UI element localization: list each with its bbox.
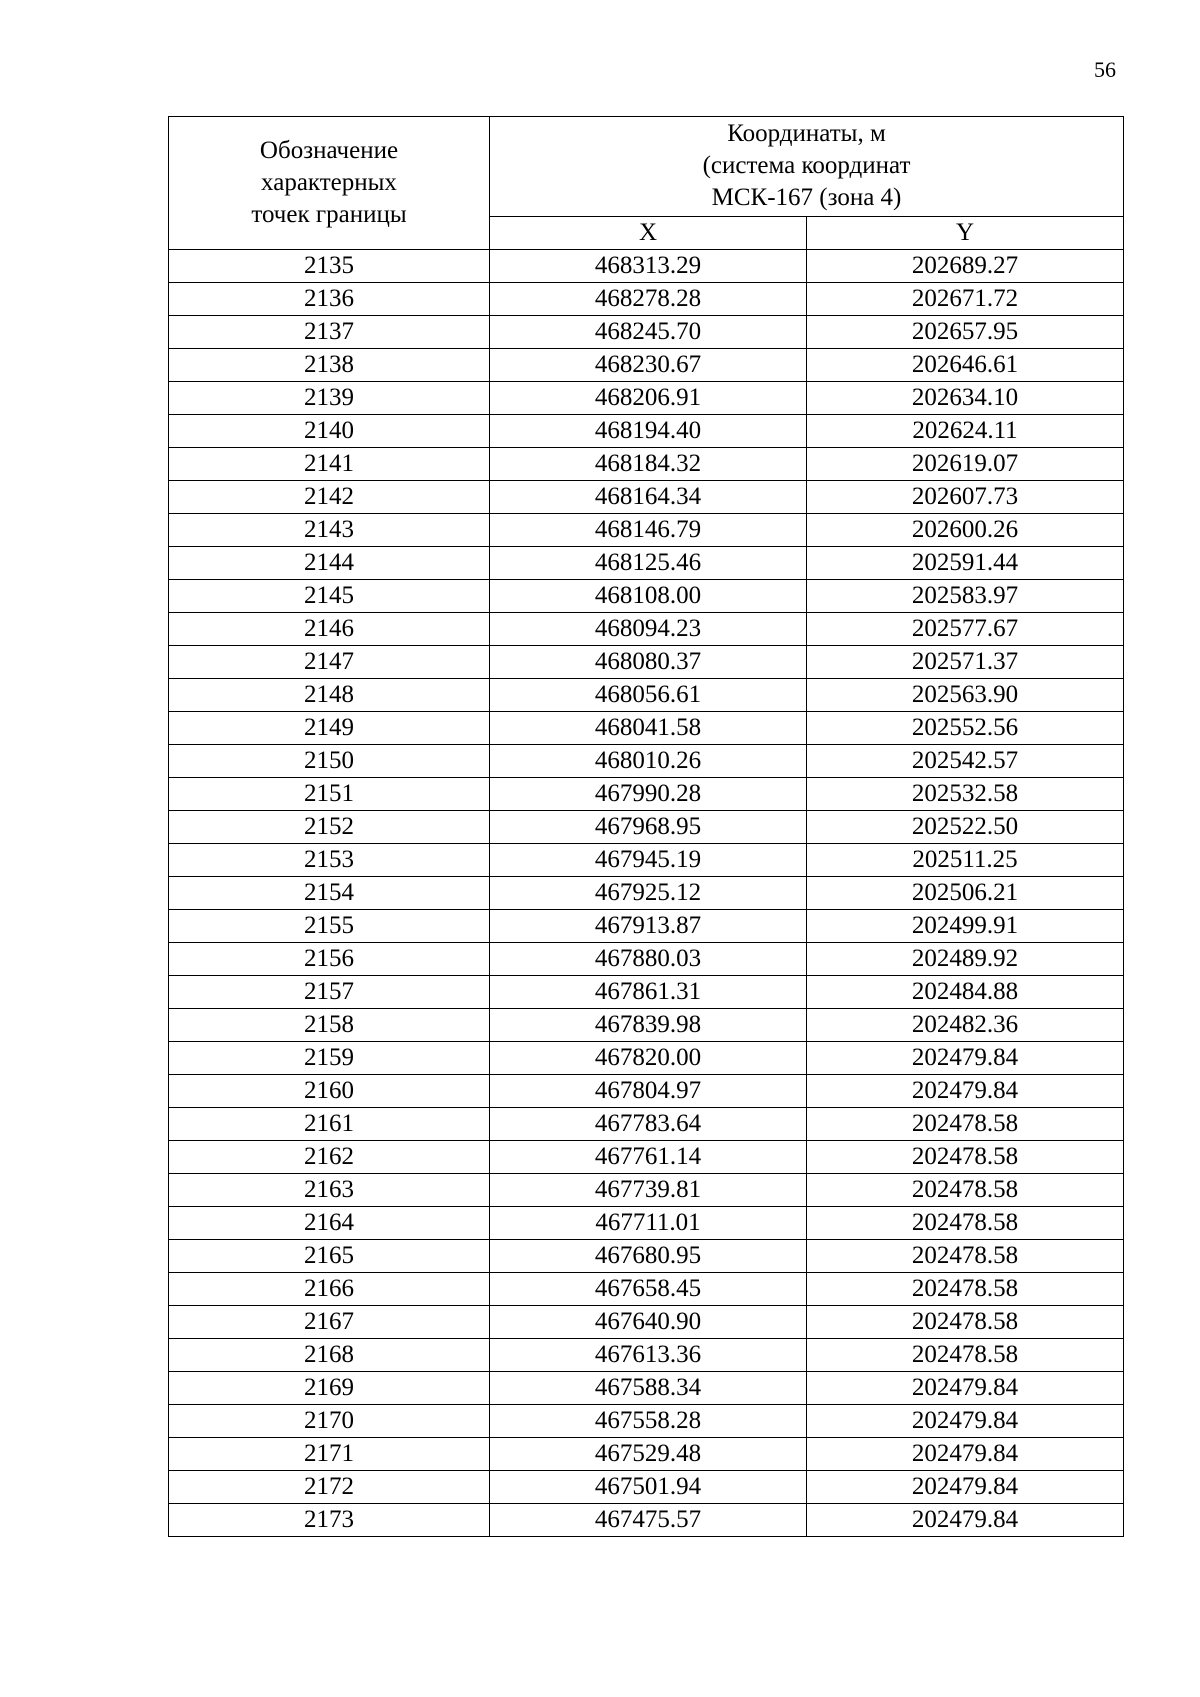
point-id-cell: 2146: [169, 613, 490, 646]
table-row: [169, 745, 1124, 778]
table-row: [169, 514, 1124, 547]
y-cell: 202657.95: [807, 316, 1124, 349]
y-cell: 202591.44: [807, 547, 1124, 580]
point-id-cell: 2149: [169, 712, 490, 745]
point-id-cell: 2160: [169, 1075, 490, 1108]
point-id-cell: 2170: [169, 1405, 490, 1438]
y-cell: 202478.58: [807, 1339, 1124, 1372]
table-row: [169, 1207, 1124, 1240]
point-id-cell: 2162: [169, 1141, 490, 1174]
table-row: [169, 1075, 1124, 1108]
point-id-cell: 2145: [169, 580, 490, 613]
y-cell: 202479.84: [807, 1504, 1124, 1537]
x-cell: 467804.97: [490, 1075, 807, 1108]
y-cell: 202478.58: [807, 1108, 1124, 1141]
x-cell: 467861.31: [490, 976, 807, 1009]
x-cell: 467783.64: [490, 1108, 807, 1141]
table-row: [169, 778, 1124, 811]
table-row: [169, 415, 1124, 448]
y-cell: 202511.25: [807, 844, 1124, 877]
x-cell: 467913.87: [490, 910, 807, 943]
point-id-cell: 2151: [169, 778, 490, 811]
table-row: [169, 250, 1124, 283]
table-row: [169, 910, 1124, 943]
table-row: [169, 976, 1124, 1009]
table-row: [169, 547, 1124, 580]
x-cell: 467475.57: [490, 1504, 807, 1537]
y-cell: 202600.26: [807, 514, 1124, 547]
x-cell: 467640.90: [490, 1306, 807, 1339]
y-cell: 202624.11: [807, 415, 1124, 448]
header-points-line: Обозначение: [259, 137, 399, 164]
point-id-cell: 2148: [169, 679, 490, 712]
table-row: [169, 283, 1124, 316]
x-cell: 467658.45: [490, 1273, 807, 1306]
x-cell: 467761.14: [490, 1141, 807, 1174]
header-y: Y: [807, 216, 1124, 249]
table-row: [169, 382, 1124, 415]
y-cell: 202478.58: [807, 1174, 1124, 1207]
point-id-cell: 2156: [169, 943, 490, 976]
point-id-cell: 2168: [169, 1339, 490, 1372]
table-row: [169, 349, 1124, 382]
table-row: [169, 811, 1124, 844]
point-id-cell: 2140: [169, 415, 490, 448]
y-cell: 202479.84: [807, 1471, 1124, 1504]
y-cell: 202506.21: [807, 877, 1124, 910]
coordinates-table: [168, 116, 1124, 1537]
x-cell: 468108.00: [490, 580, 807, 613]
y-cell: 202478.58: [807, 1141, 1124, 1174]
y-cell: 202479.84: [807, 1405, 1124, 1438]
y-cell: 202542.57: [807, 745, 1124, 778]
header-coordinates-line: (система координат: [702, 152, 911, 180]
x-cell: 467968.95: [490, 811, 807, 844]
y-cell: 202478.58: [807, 1306, 1124, 1339]
y-cell: 202671.72: [807, 283, 1124, 316]
x-cell: 467945.19: [490, 844, 807, 877]
y-cell: 202571.37: [807, 646, 1124, 679]
x-cell: 468194.40: [490, 415, 807, 448]
point-id-cell: 2163: [169, 1174, 490, 1207]
point-id-cell: 2157: [169, 976, 490, 1009]
point-id-cell: 2153: [169, 844, 490, 877]
table-row: [169, 844, 1124, 877]
y-cell: 202499.91: [807, 910, 1124, 943]
point-id-cell: 2155: [169, 910, 490, 943]
x-cell: 467820.00: [490, 1042, 807, 1075]
table-row: [169, 679, 1124, 712]
point-id-cell: 2154: [169, 877, 490, 910]
header-x: X: [490, 216, 807, 249]
point-id-cell: 2142: [169, 481, 490, 514]
y-cell: 202479.84: [807, 1372, 1124, 1405]
table-row: [169, 1174, 1124, 1207]
header-points-line: характерных: [261, 169, 397, 196]
page-number: 56: [1094, 57, 1116, 82]
point-id-cell: 2164: [169, 1207, 490, 1240]
point-id-cell: 2158: [169, 1009, 490, 1042]
table-row: [169, 580, 1124, 613]
point-id-cell: 2138: [169, 349, 490, 382]
x-cell: 467739.81: [490, 1174, 807, 1207]
x-cell: 467613.36: [490, 1339, 807, 1372]
point-id-cell: 2139: [169, 382, 490, 415]
y-cell: 202532.58: [807, 778, 1124, 811]
point-id-cell: 2136: [169, 283, 490, 316]
table-row: [169, 1372, 1124, 1405]
point-id-cell: 2152: [169, 811, 490, 844]
y-cell: 202478.58: [807, 1207, 1124, 1240]
y-cell: 202619.07: [807, 448, 1124, 481]
x-cell: 468094.23: [490, 613, 807, 646]
table-row: [169, 943, 1124, 976]
y-cell: 202607.73: [807, 481, 1124, 514]
y-cell: 202552.56: [807, 712, 1124, 745]
x-cell: 467680.95: [490, 1240, 807, 1273]
point-id-cell: 2144: [169, 547, 490, 580]
point-id-cell: 2147: [169, 646, 490, 679]
y-cell: 202583.97: [807, 580, 1124, 613]
point-id-cell: 2172: [169, 1471, 490, 1504]
table-row: [169, 1141, 1124, 1174]
x-cell: 468278.28: [490, 283, 807, 316]
table-row: [169, 1042, 1124, 1075]
point-id-cell: 2173: [169, 1504, 490, 1537]
table-header: [169, 117, 1124, 250]
point-id-cell: 2169: [169, 1372, 490, 1405]
x-cell: 467880.03: [490, 943, 807, 976]
table-row: [169, 1504, 1124, 1537]
table-row: [169, 1009, 1124, 1042]
x-cell: 468230.67: [490, 349, 807, 382]
table-row: [169, 877, 1124, 910]
point-id-cell: 2167: [169, 1306, 490, 1339]
table-row: [169, 1339, 1124, 1372]
point-id-cell: 2166: [169, 1273, 490, 1306]
point-id-cell: 2137: [169, 316, 490, 349]
y-cell: 202489.92: [807, 943, 1124, 976]
point-id-cell: 2171: [169, 1438, 490, 1471]
y-cell: 202689.27: [807, 250, 1124, 283]
y-cell: 202479.84: [807, 1042, 1124, 1075]
table-row: [169, 1273, 1124, 1306]
x-cell: 468041.58: [490, 712, 807, 745]
x-cell: 468164.34: [490, 481, 807, 514]
x-cell: 468125.46: [490, 547, 807, 580]
x-cell: 467990.28: [490, 778, 807, 811]
y-cell: 202522.50: [807, 811, 1124, 844]
x-cell: 467501.94: [490, 1471, 807, 1504]
y-cell: 202634.10: [807, 382, 1124, 415]
point-id-cell: 2141: [169, 448, 490, 481]
table-row: [169, 1240, 1124, 1273]
table-row: [169, 1471, 1124, 1504]
point-id-cell: 2159: [169, 1042, 490, 1075]
table-row: [169, 448, 1124, 481]
table-body: [169, 250, 1124, 1537]
y-cell: 202563.90: [807, 679, 1124, 712]
y-cell: 202577.67: [807, 613, 1124, 646]
header-coordinates-line: Координаты, м: [727, 120, 886, 148]
header-coordinates-line: МСК-167 (зона 4): [711, 184, 902, 212]
y-cell: 202646.61: [807, 349, 1124, 382]
table-row: [169, 646, 1124, 679]
x-cell: 468010.26: [490, 745, 807, 778]
x-cell: 468313.29: [490, 250, 807, 283]
x-cell: 468146.79: [490, 514, 807, 547]
x-cell: 467558.28: [490, 1405, 807, 1438]
point-id-cell: 2161: [169, 1108, 490, 1141]
x-cell: 468206.91: [490, 382, 807, 415]
y-cell: 202479.84: [807, 1075, 1124, 1108]
header-points-line: точек границы: [251, 201, 407, 228]
x-cell: 468056.61: [490, 679, 807, 712]
header-points: [169, 117, 490, 250]
point-id-cell: 2150: [169, 745, 490, 778]
x-cell: 468245.70: [490, 316, 807, 349]
y-cell: 202482.36: [807, 1009, 1124, 1042]
table-row: [169, 613, 1124, 646]
point-id-cell: 2143: [169, 514, 490, 547]
point-id-cell: 2135: [169, 250, 490, 283]
table-row: [169, 1306, 1124, 1339]
x-cell: 468184.32: [490, 448, 807, 481]
x-cell: 467711.01: [490, 1207, 807, 1240]
x-cell: 467839.98: [490, 1009, 807, 1042]
x-cell: 467925.12: [490, 877, 807, 910]
x-cell: 467588.34: [490, 1372, 807, 1405]
table-row: [169, 316, 1124, 349]
table-row: [169, 1438, 1124, 1471]
table-row: [169, 712, 1124, 745]
header-coordinates: [490, 117, 1124, 217]
table-row: [169, 481, 1124, 514]
table-row: [169, 1405, 1124, 1438]
table-row: [169, 1108, 1124, 1141]
y-cell: 202479.84: [807, 1438, 1124, 1471]
point-id-cell: 2165: [169, 1240, 490, 1273]
x-cell: 467529.48: [490, 1438, 807, 1471]
x-cell: 468080.37: [490, 646, 807, 679]
y-cell: 202478.58: [807, 1240, 1124, 1273]
y-cell: 202478.58: [807, 1273, 1124, 1306]
y-cell: 202484.88: [807, 976, 1124, 1009]
